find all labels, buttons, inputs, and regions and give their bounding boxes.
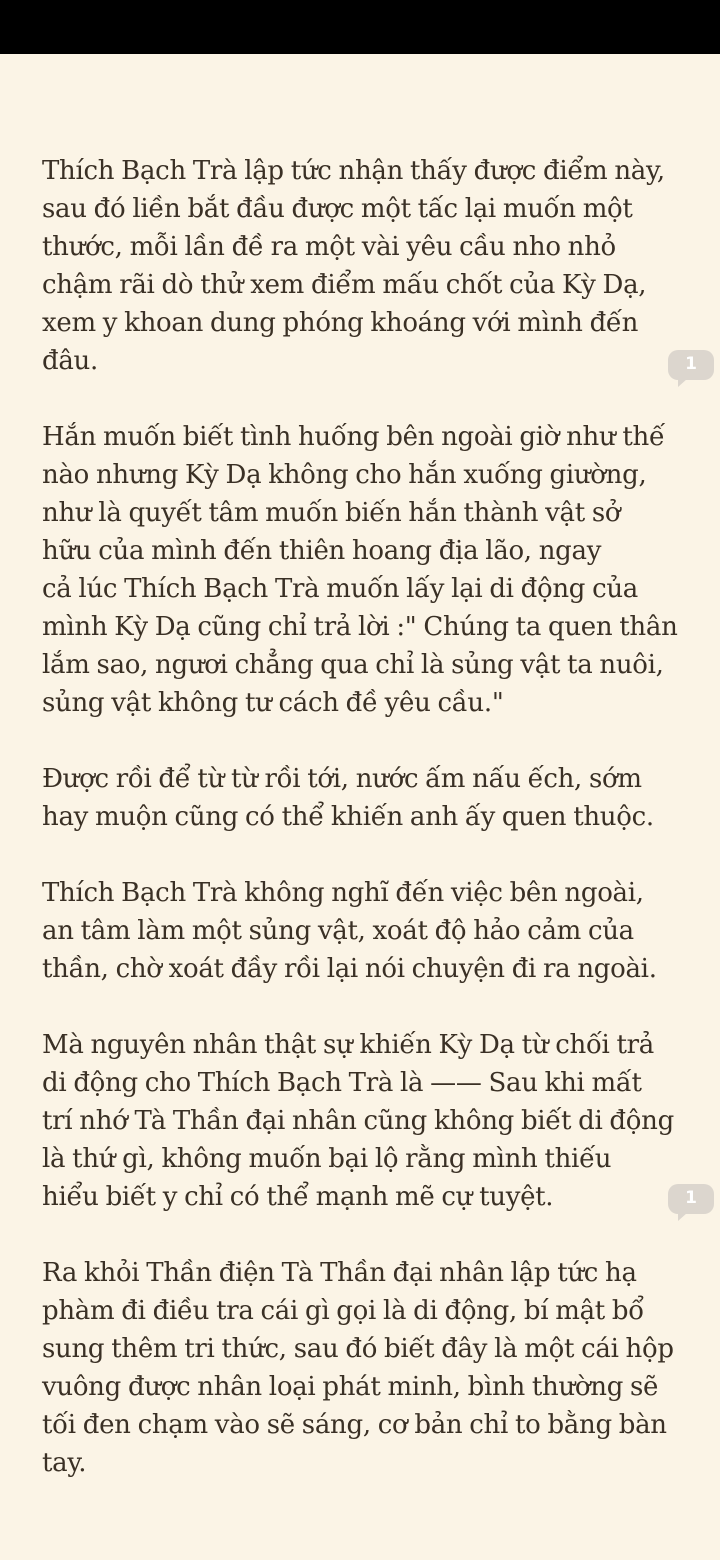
text-line: chậm rãi dò thử xem điểm mấu chốt của Kỳ Dạ, (42, 270, 647, 300)
text-line: tối đen chạm vào sẽ sáng, cơ bản chỉ to bằng bàn (42, 1410, 667, 1440)
text-line: Thích Bạch Trà lập tức nhận thấy được điểm này, (42, 156, 665, 186)
text-line: sau đó liền bắt đầu được một tấc lại muốn một (42, 194, 633, 224)
comment-count: 1 (685, 1188, 697, 1208)
text-line: lắm sao, ngươi chẳng qua chỉ là sủng vật ta nuôi, (42, 650, 664, 680)
text-line: Được rồi để từ từ rồi tới, nước ấm nấu ếch, sớm (42, 764, 642, 794)
text-line: an tâm làm một sủng vật, xoát độ hảo cảm của (42, 916, 634, 946)
text-line: là thứ gì, không muốn bại lộ rằng mình thiếu (42, 1144, 612, 1174)
comment-count: 1 (685, 354, 697, 374)
text-line: xem y khoan dung phóng khoáng với mình đến (42, 308, 639, 338)
text-line: nào nhưng Kỳ Dạ không cho hắn xuống giường, (42, 460, 647, 490)
text-line: vuông được nhân loại phát minh, bình thường sẽ (42, 1372, 659, 1402)
reader-content[interactable] (0, 54, 720, 1560)
text-line: phàm đi điều tra cái gì gọi là di động, bí mật bổ (42, 1296, 644, 1326)
paragraph (42, 152, 667, 380)
text-line: Mà nguyên nhân thật sự khiến Kỳ Dạ từ chối trả (42, 1030, 655, 1060)
text-line: mình Kỳ Dạ cũng chỉ trả lời :" Chúng ta quen thân (42, 612, 678, 642)
text-line: tay. (42, 1448, 87, 1478)
text-line: hay muộn cũng có thể khiến anh ấy quen thuộc. (42, 802, 654, 832)
paragraph-comment-badge[interactable] (668, 1184, 714, 1214)
paragraph (42, 418, 678, 722)
paragraph-comment-badge[interactable] (668, 350, 714, 380)
text-line: di động cho Thích Bạch Trà là —— Sau khi mất (42, 1068, 642, 1098)
paragraph (42, 874, 667, 988)
text-line: đâu. (42, 346, 98, 376)
text-line: sung thêm tri thức, sau đó biết đây là một cái hộp (42, 1334, 674, 1364)
text-line: thước, mỗi lần đề ra một vài yêu cầu nho nhỏ (42, 232, 616, 262)
text-line: Hắn muốn biết tình huống bên ngoài giờ như thế (42, 422, 665, 452)
text-line: trí nhớ Tà Thần đại nhân cũng không biết di động (42, 1106, 674, 1136)
paragraph (42, 760, 667, 836)
text-line: sủng vật không tư cách đề yêu cầu." (42, 688, 504, 718)
text-line: hiểu biết y chỉ có thể mạnh mẽ cự tuyệt. (42, 1182, 554, 1212)
text-line: Thích Bạch Trà không nghĩ đến việc bên ngoài, (42, 878, 644, 908)
text-line: Ra khỏi Thần điện Tà Thần đại nhân lập tức hạ (42, 1258, 637, 1288)
status-bar (0, 0, 720, 54)
text-line: như là quyết tâm muốn biến hắn thành vật sở (42, 498, 621, 528)
text-line: hữu của mình đến thiên hoang địa lão, ngay (42, 536, 602, 566)
text-line: thần, chờ xoát đầy rồi lại nói chuyện đi ra ngoài. (42, 954, 657, 984)
paragraph (42, 1026, 674, 1216)
paragraph (42, 1254, 674, 1482)
text-line: cả lúc Thích Bạch Trà muốn lấy lại di động của (42, 574, 638, 604)
